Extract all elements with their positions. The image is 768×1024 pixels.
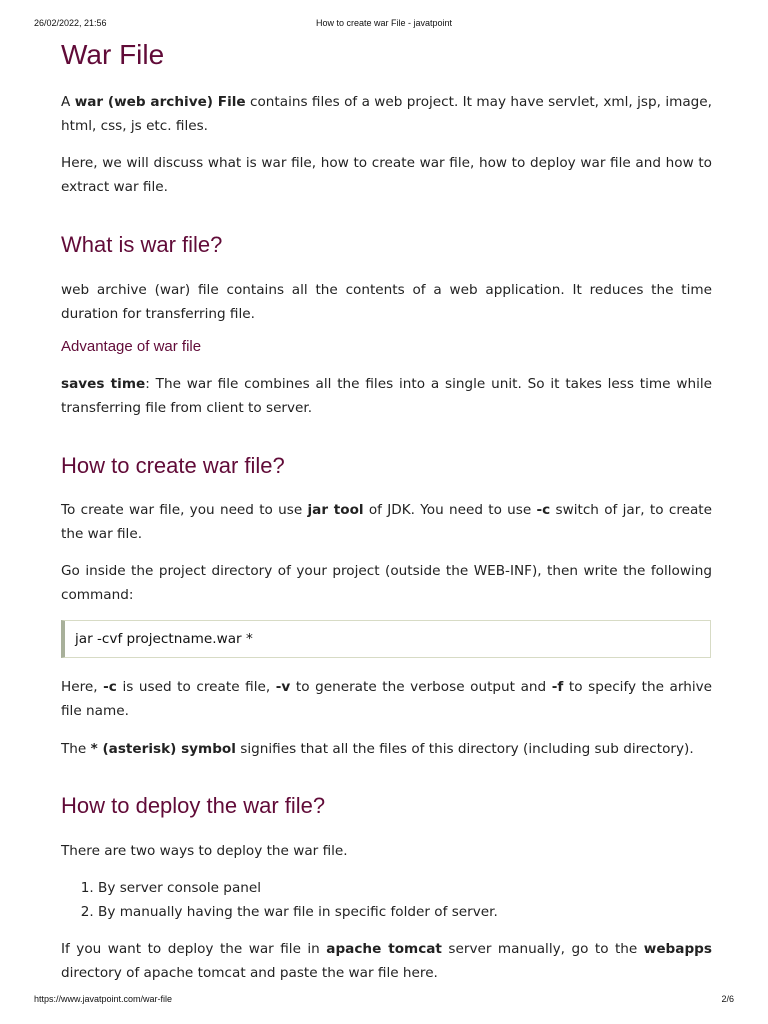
bold-term: -c [536,502,551,518]
bold-term: war (web archive) File [74,94,246,110]
section-heading-what: What is war file? [61,232,223,257]
text-run: A [61,94,75,110]
create-paragraph-2: Go inside the project directory of your project (outside the WEB-INF), then write the following command: [61,563,712,603]
text-run: to specify the arhive file name. [61,679,712,719]
section-heading-deploy: How to deploy the war file? [61,793,326,818]
print-header [0,18,768,30]
bold-term: -f [551,679,564,695]
text-run: to generate the verbose output and [290,679,552,695]
text-run: of JDK. You need to use [363,502,537,518]
text-run: directory of apache tomcat and paste the war file here. [61,965,438,981]
list-item: 2. By manually having the war file in specific folder of server. [98,900,749,924]
intro-paragraph-2: Here, we will discuss what is war file, how to create war file, how to deploy war file and how to extract war file. [61,155,712,195]
text-run: Here, [61,679,104,695]
print-datetime: 26/02/2022, 21:56 [34,18,107,28]
text-run: The [61,741,91,757]
page-title: War File [61,39,165,70]
text-run: If you want to deploy the war file in [61,941,327,957]
bold-term: saves time [61,376,146,392]
text-run: contains files of a web project. It may have servlet, xml, jsp, image, html, css, js etc. files. [61,94,712,134]
text-run: server manually, go to the [441,941,644,957]
section-heading-create: How to create war file? [61,453,285,478]
bold-term: apache tomcat [326,941,442,957]
page-number: 2/6 [721,994,734,1004]
code-block [61,620,711,658]
create-paragraph-3 [61,675,712,723]
create-paragraph-4 [61,737,712,761]
text-run: switch of jar, to create the war file. [61,502,712,542]
text-run: : The war file combines all the files into a single unit. So it takes less time while transferring file from client to server. [61,376,712,416]
deploy-methods-list [61,876,749,924]
subheading-advantage: Advantage of war file [61,338,202,355]
advantage-paragraph [61,372,712,420]
intro-paragraph-1 [61,90,712,138]
print-url: https://www.javatpoint.com/war-file [34,994,173,1004]
text-run: is used to create file, [116,679,276,695]
what-paragraph: web archive (war) file contains all the contents of a web application. It reduces the time duration for transferring file. [61,282,712,322]
bold-term: -c [103,679,117,695]
deploy-paragraph-1: There are two ways to deploy the war file. [61,843,348,859]
code-text: jar -cvf projectname.war * [75,631,253,647]
text-run: To create war file, you need to use [61,502,308,518]
bold-term: webapps [643,941,712,957]
bold-term: * (asterisk) symbol [90,741,236,757]
print-footer [0,994,768,1006]
list-item: 1. By server console panel [98,876,749,900]
text-run: signifies that all the files of this directory (including sub directory). [235,741,694,757]
bold-term: jar tool [307,502,364,518]
bold-term: -v [275,679,291,695]
deploy-paragraph-2 [61,937,712,985]
print-title: How to create war File - javatpoint [315,18,453,28]
create-paragraph-1 [61,498,712,546]
